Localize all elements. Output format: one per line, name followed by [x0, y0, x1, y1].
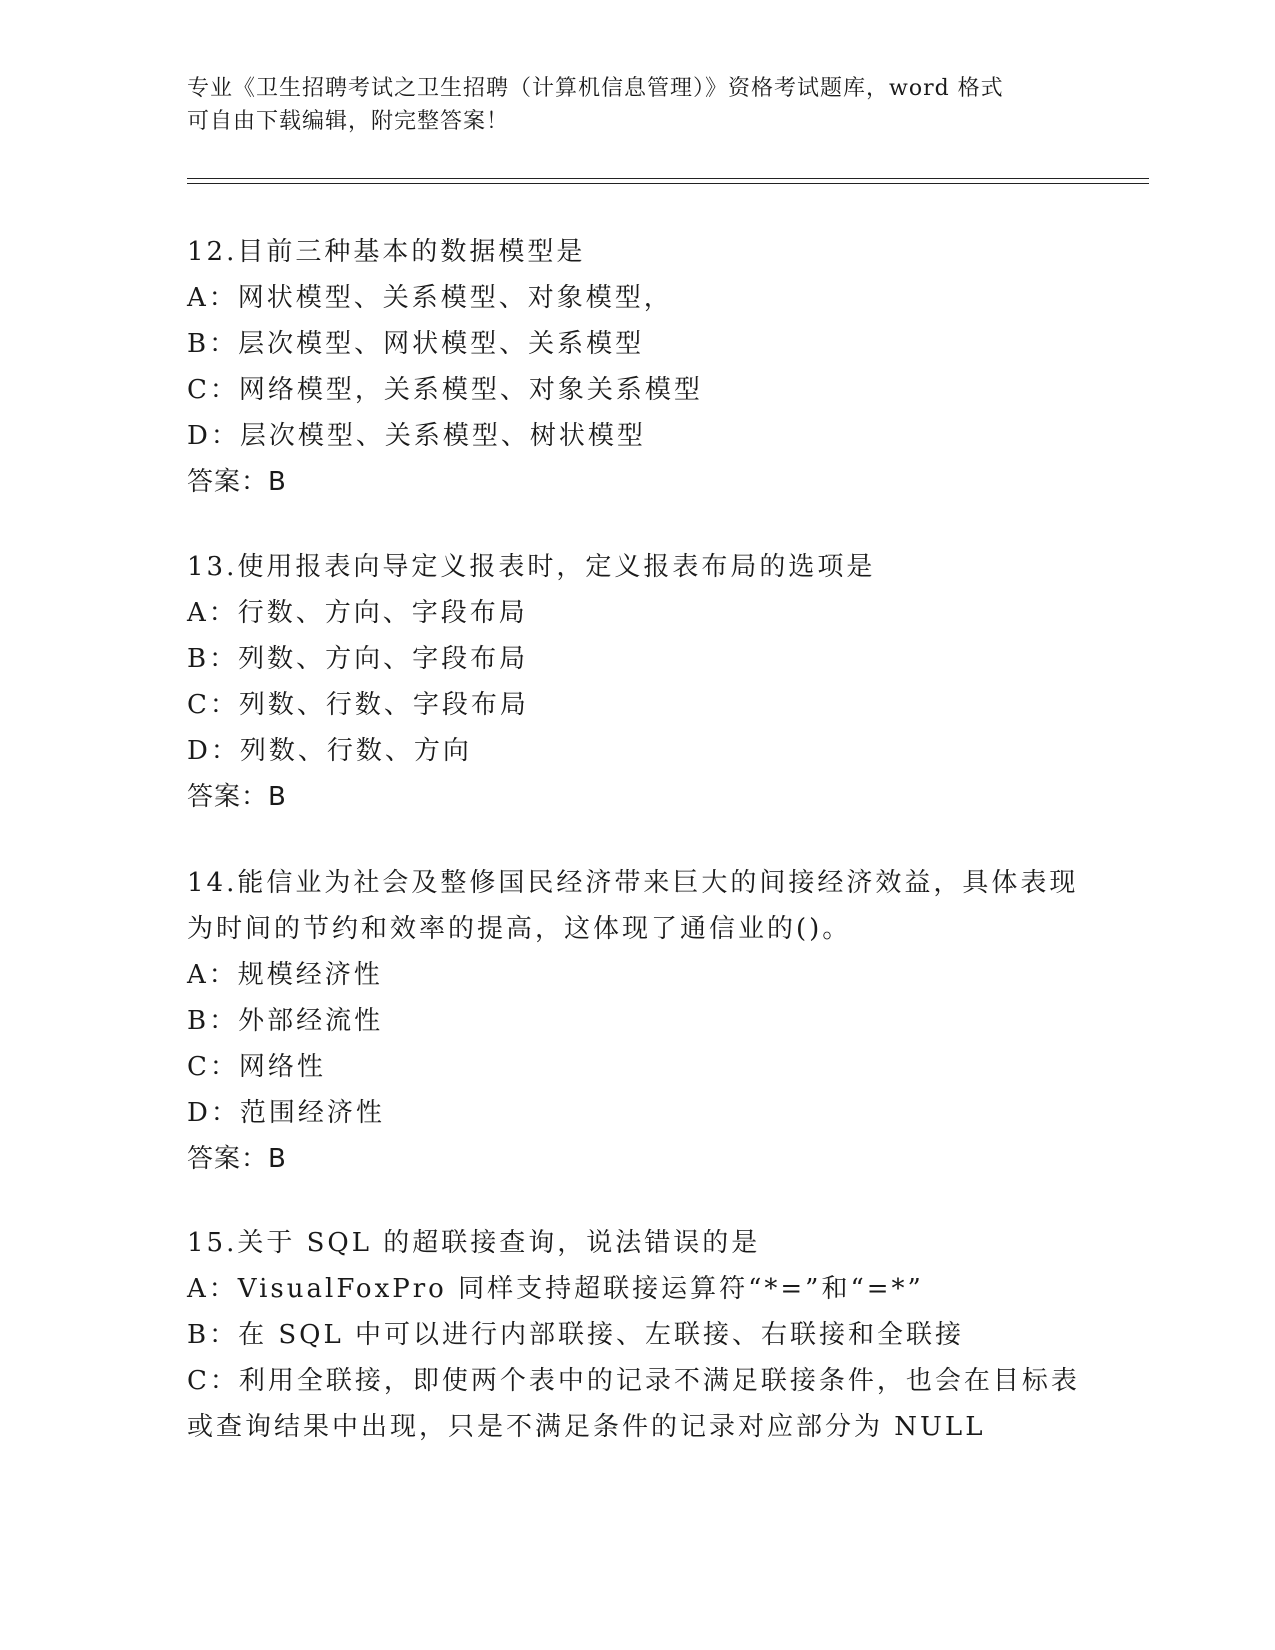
- answer: 答案：B: [187, 1144, 287, 1174]
- question-13: [187, 544, 1087, 820]
- option-b: B：外部经流性: [187, 1006, 384, 1036]
- answer: 答案：B: [187, 467, 287, 497]
- question-stem-line-1: 14.能信业为社会及整修国民经济带来巨大的间接经济效益，具体表现: [187, 868, 1079, 898]
- option-b: B：列数、方向、字段布局: [187, 644, 529, 674]
- option-a: A：VisualFoxPro 同样支持超联接运算符“*=”和“=*”: [187, 1274, 924, 1304]
- option-c-line-1: C：利用全联接，即使两个表中的记录不满足联接条件，也会在目标表: [187, 1366, 1080, 1396]
- option-c: C：网络性: [187, 1052, 326, 1082]
- question-stem: 12.目前三种基本的数据模型是: [187, 237, 586, 267]
- option-c: C：网络模型，关系模型、对象关系模型: [187, 375, 703, 405]
- option-b: B：层次模型、网状模型、关系模型: [187, 329, 645, 359]
- option-d: D：层次模型、关系模型、树状模型: [187, 421, 646, 451]
- question-15: [187, 1220, 1087, 1450]
- header-divider-top: [187, 178, 1149, 179]
- question-stem: 13.使用报表向导定义报表时，定义报表布局的选项是: [187, 552, 876, 582]
- option-b: B：在 SQL 中可以进行内部联接、左联接、右联接和全联接: [187, 1320, 965, 1350]
- option-d: D：列数、行数、方向: [187, 736, 472, 766]
- header-line-2: 可自由下载编辑，附完整答案！: [187, 109, 510, 134]
- option-c: C：列数、行数、字段布局: [187, 690, 529, 720]
- document-header: [187, 72, 1067, 138]
- option-d: D：范围经济性: [187, 1098, 385, 1128]
- answer: 答案：B: [187, 782, 287, 812]
- option-a: A：行数、方向、字段布局: [187, 598, 528, 628]
- question-stem: 15.关于 SQL 的超联接查询，说法错误的是: [187, 1228, 761, 1258]
- option-a: A：规模经济性: [187, 960, 383, 990]
- question-14: [187, 860, 1087, 1182]
- header-divider-bottom: [187, 183, 1149, 184]
- question-12: [187, 229, 1087, 505]
- option-c-line-2: 或查询结果中出现，只是不满足条件的记录对应部分为 NULL: [187, 1412, 986, 1442]
- question-stem-line-2: 为时间的节约和效率的提高，这体现了通信业的()。: [187, 914, 852, 944]
- header-line-1: 专业《卫生招聘考试之卫生招聘（计算机信息管理）》资格考试题库，word 格式: [187, 76, 1004, 101]
- option-a: A：网状模型、关系模型、对象模型，: [187, 283, 673, 313]
